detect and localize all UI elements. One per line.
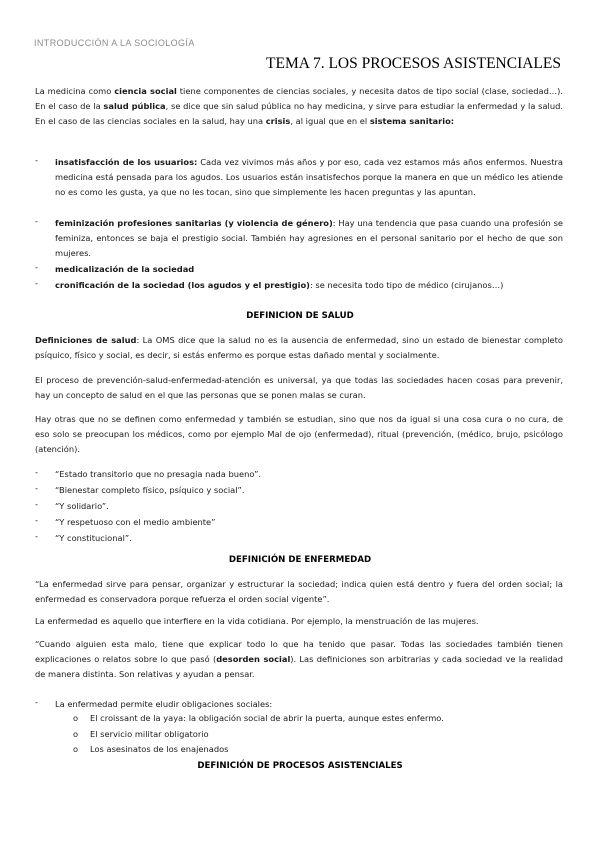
quote-item: “Y constitucional”. bbox=[55, 533, 132, 543]
section-heading-procesos: DEFINICIÓN DE PROCESOS ASISTENCIALES bbox=[197, 761, 403, 771]
intro-bold-1: ciencia social bbox=[114, 86, 177, 96]
list-item-text: : Hay una tendencia que pasa cuando una profesión se feminiza, entonces se baja el prestigio social. También hay agresiones en el personal sanitario por el hecho de que son mujeres. bbox=[55, 218, 563, 259]
list-dash: - bbox=[35, 515, 38, 525]
section-heading-salud: DEFINICION DE SALUD bbox=[246, 311, 354, 321]
list-item-bold: cronificación de la sociedad (los agudos y el prestigio) bbox=[55, 280, 310, 290]
list-dash: - bbox=[35, 499, 38, 509]
sub-list-item: Los asesinatos de los enajenados bbox=[90, 744, 229, 754]
section-heading-enfermedad: DEFINICIÓN DE ENFERMEDAD bbox=[228, 555, 372, 565]
list-item bbox=[55, 278, 563, 293]
circle-bullet-icon: o bbox=[73, 744, 79, 754]
intro-text-3: , se dice que sin salud pública no hay medicina, y sirve para estudiar la enfermedad y la salud. En el caso de las ciencias sociales en la salud, hay una bbox=[35, 101, 564, 127]
quote-item: “Y solidario”. bbox=[55, 501, 109, 511]
list-item-bold: medicalización de la sociedad bbox=[55, 264, 195, 274]
salud-text: : La OMS dice que la salud no es la ausencia de enfermedad, sino un estado de bienestar completo psíquico, físico y social, es decir, si estás enfermo es porque estas dañado mental y socialmente. bbox=[35, 335, 563, 361]
list-dash: - bbox=[35, 467, 38, 477]
enfermedad-text-2: ). Las definiciones son arbitrarias y cada sociedad ve la realidad de manera distinta. Son relativas y ayudan a pensar. bbox=[35, 654, 563, 680]
enfermedad-paragraph-1: “La enfermedad sirve para pensar, organizar y estructurar la sociedad; indica quien está dentro y fuera del orden social; la enfermedad es conservadora porque refuerza el orden social vigente”. bbox=[35, 579, 563, 605]
list-item bbox=[55, 216, 563, 262]
enfermedad-paragraph-2: La enfermedad es aquello que interfiere en la vida cotidiana. Por ejemplo, la menstruación de las mujeres. bbox=[35, 616, 479, 626]
circle-bullet-icon: o bbox=[73, 713, 79, 723]
intro-bold-2: salud pública bbox=[103, 101, 166, 112]
sub-list-item: El servicio militar obligatorio bbox=[90, 729, 209, 739]
intro-text-4: , al igual que en el bbox=[290, 116, 370, 127]
sub-list-item: El croissant de la yaya: la obligación social de abrir la puerta, aunque estes enfermo. bbox=[90, 713, 444, 723]
salud-paragraph-2: El proceso de prevención-salud-enfermedad-atención es universal, ya que todas las sociedades hacen cosas para prevenir, hay un concepto de salud en el que las personas que se ponen malas se curan. bbox=[35, 375, 563, 401]
list-dash: - bbox=[35, 216, 38, 226]
quote-item: “Y respetuoso con el medio ambiente” bbox=[55, 517, 216, 527]
page-title: TEMA 7. LOS PROCESOS ASISTENCIALES bbox=[266, 55, 561, 72]
list-item-text: Cada vez vivimos más años y por eso, cada vez estamos más años enfermos. Nuestra medicina está pensada para los agudos. Los usuarios están insatisfechos porque la manera en que un médico les atiende no es como les gusta, ya que no les tocan, sino que simplemente les hacen preguntas y las apuntan. bbox=[55, 157, 563, 198]
enfermedad-paragraph-3 bbox=[35, 637, 563, 683]
list-item-bold: insatisfacción de los usuarios: bbox=[55, 157, 198, 167]
intro-bold-4: sistema sanitario: bbox=[369, 116, 455, 127]
enfermedad-bold: desorden social bbox=[216, 654, 291, 665]
circle-bullet-icon: o bbox=[73, 729, 79, 739]
salud-bold: Definiciones de salud bbox=[35, 335, 137, 345]
running-header: INTRODUCCIÓN A LA SOCIOLOGÍA bbox=[34, 38, 195, 48]
quote-item: “Bienestar completo físico, psíquico y social”. bbox=[55, 485, 245, 495]
list-dash: - bbox=[35, 262, 38, 272]
list-dash: - bbox=[35, 278, 38, 288]
list-dash: - bbox=[35, 531, 38, 541]
list-item-text: : se necesita todo tipo de médico (cirujanos…) bbox=[309, 280, 504, 290]
intro-text-2: tiene componentes de ciencias sociales, y necesita datos de tipo social (clase, sociedad…). En el caso de la bbox=[35, 86, 564, 112]
intro-paragraph bbox=[35, 84, 563, 130]
list-dash: - bbox=[35, 155, 38, 165]
list-item-bold: feminización profesiones sanitarias (y violencia de género) bbox=[55, 218, 333, 228]
salud-paragraph-1 bbox=[35, 333, 563, 363]
quote-item: “Estado transitorio que no presagia nada bueno”. bbox=[55, 469, 262, 479]
enfermedad-text-1: “Cuando alguien esta malo, tiene que explicar todo lo que ha tenido que pasar. Todas las sociedades también tienen explicaciones o relatos sobre lo que pasó ( bbox=[35, 639, 563, 665]
list-item bbox=[55, 262, 563, 277]
list-dash: - bbox=[35, 483, 38, 493]
intro-bold-3: crisis bbox=[265, 116, 291, 127]
list-item: La enfermedad permite eludir obligaciones sociales: bbox=[55, 699, 273, 709]
salud-paragraph-3: Hay otras que no se definen como enfermedad y también se estudian, sino que nos da igual si una cosa cura o no cura, de eso solo se preocupan los médicos, como por ejemplo Mal de ojo (enfermedad), ritual (prevención, (médico, brujo, psicólogo (atención). bbox=[35, 414, 563, 455]
intro-text-1: La medicina como bbox=[35, 86, 115, 96]
list-dash: - bbox=[35, 697, 38, 707]
list-item bbox=[55, 155, 563, 201]
